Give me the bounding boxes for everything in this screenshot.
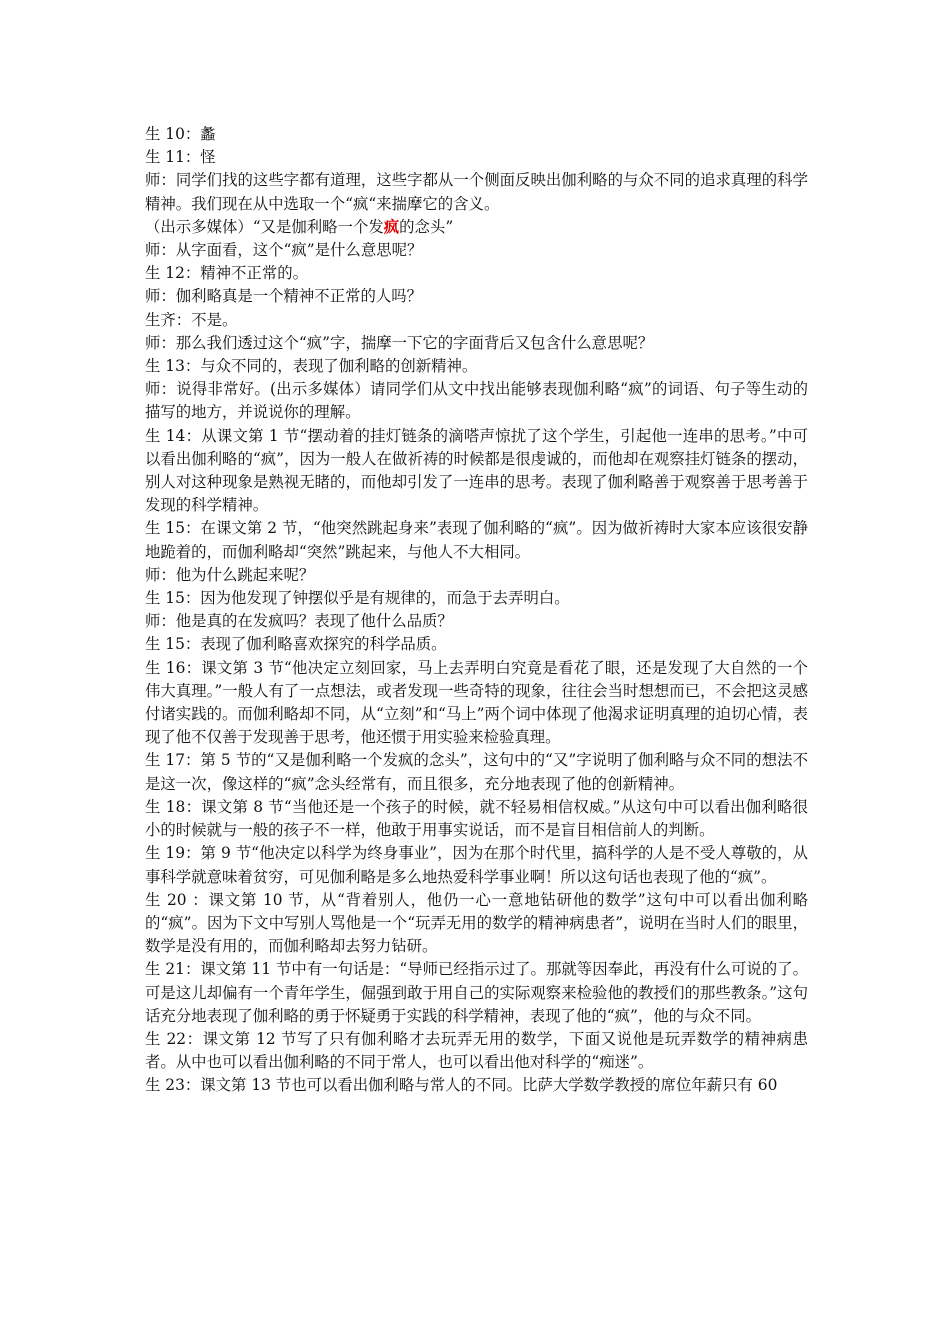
paragraph-s15-c: 生 15：表现了伽利略喜欢探究的科学品质。: [145, 635, 447, 654]
paragraph-s12: 生 12：精神不正常的。: [145, 264, 308, 283]
paragraph-s10: 生 10：蠡: [145, 125, 216, 143]
paragraph-s16: 生 16：课文第 3 节“他决定立刻回家，马上去弄明白究竟是看花了眼，还是发现了大自然的一个伟大真理。”一般人有了一点想法，或者发现一些奇特的现象，往往会当时想想而已，不会把这灵感付诸实践的。而伽利略却不同，从“立刻”和“马上”两个词中体现了他渴求证明真理的迫切心情，表现了他不仅善于发现善于思考，他还惯于用实验来检验真理。: [145, 658, 808, 747]
multimedia-prefix: （出示多媒体）“又是伽利略一个发: [145, 217, 384, 236]
paragraph-teacher-question: 师：伽利略真是一个精神不正常的人吗？: [145, 287, 423, 306]
document-page: [145, 123, 808, 1098]
paragraph-s21: 生 21：课文第 11 节中有一句话是：“导师已经指示过了。那就等因奉此，再没有什么可说的了。可是这儿却偏有一个青年学生，倔强到敢于用自己的实际观察来检验他的教授们的那些教条。”这句话充分地表现了伽利略的勇于怀疑勇于实践的科学精神，表现了他的“疯”，他的与众不同。: [145, 960, 808, 1025]
paragraph-s19: 生 19：第 9 节“他决定以科学为终身事业”，因为在那个时代里，搞科学的人是不受人尊敬的，从事科学就意味着贫穷，可见伽利略是多么地热爱科学事业啊！所以这句话也表现了他的“疯”。: [145, 844, 808, 886]
paragraph-s15-b: 生 15：因为他发现了钟摆似乎是有规律的，而急于去弄明白。: [145, 589, 570, 608]
paragraph-teacher-quality: 师：他是真的在发疯吗？表现了他什么品质？: [145, 612, 453, 631]
paragraph-s13: 生 13：与众不同的，表现了伽利略的创新精神。: [145, 357, 478, 376]
paragraph-s14: 生 14：从课文第 1 节“摆动着的挂灯链条的滴嗒声惊扰了这个学生，引起他一连串的思考。”中可以看出伽利略的“疯”，因为一般人在做祈祷的时候都是很虔诚的，而他却在观察挂灯链条的摆动，别人对这种现象是熟视无睹的，而他却引发了一连串的思考。表现了伽利略善于观察善于思考善于发现的科学精神。: [145, 426, 808, 515]
multimedia-suffix: 的念头”: [399, 217, 454, 236]
paragraph-teacher-task: 师：说得非常好。(出示多媒体）请同学们从文中找出能够表现伽利略“疯”的词语、句子等生动的描写的地方，并说说你的理解。: [145, 380, 808, 422]
paragraph-s23: 生 23：课文第 13 节也可以看出伽利略与常人的不同。比萨大学数学教授的席位年薪只有 60: [145, 1076, 778, 1095]
paragraph-s17: 生 17：第 5 节的“又是伽利略一个发疯的念头”，这句中的“又”字说明了伽利略与众不同的想法不是这一次，像这样的“疯”念头经常有，而且很多，充分地表现了他的创新精神。: [145, 751, 808, 793]
paragraph-s15-a: 生 15：在课文第 2 节，“他突然跳起身来”表现了伽利略的“疯”。因为做祈祷时大家本应该很安静地跪着的，而伽利略却“突然”跳起来，与他人不大相同。: [145, 519, 808, 561]
paragraph-teacher-intro: 师：同学们找的这些字都有道理，这些字都从一个侧面反映出伽利略的与众不同的追求真理的科学精神。我们现在从中选取一个“疯“来揣摩它的含义。: [145, 171, 808, 213]
paragraph-s11: 生 11：怪: [145, 148, 216, 167]
paragraph-teacher-deeper: 师：那么我们透过这个“疯”字，揣摩一下它的字面背后又包含什么意思呢？: [145, 333, 654, 352]
paragraph-teacher-why: 师：他为什么跳起来呢？: [145, 565, 315, 584]
paragraph-s22: 生 22：课文第 12 节写了只有伽利略才去玩弄无用的数学，下面又说他是玩弄数学的精神病患者。从中也可以看出伽利略的不同于常人，也可以看出他对科学的“痴迷”。: [145, 1029, 808, 1072]
paragraph-teacher-literal: 师：从字面看，这个“疯”是什么意思呢？: [145, 241, 423, 260]
paragraph-chorus: 生齐：不是。: [145, 310, 238, 329]
paragraph-multimedia: [145, 216, 808, 239]
paragraph-s20: 生 20 ：课文第 10 节，从“背着别人，他仍一心一意地钻研他的数学”这句中可以看出伽利略的“疯”。因为下文中写别人骂他是一个“玩弄无用的数学的精神病患者”，说明在当时人们的眼里，数学是没有用的，而伽利略却去努力钻研。: [145, 890, 808, 956]
paragraph-s18: 生 18：课文第 8 节“当他还是一个孩子的时候，就不轻易相信权威。”从这句中可以看出伽利略很小的时候就与一般的孩子不一样，他敢于用事实说话，而不是盲目相信前人的判断。: [145, 797, 808, 840]
highlighted-character: 疯: [383, 217, 400, 236]
